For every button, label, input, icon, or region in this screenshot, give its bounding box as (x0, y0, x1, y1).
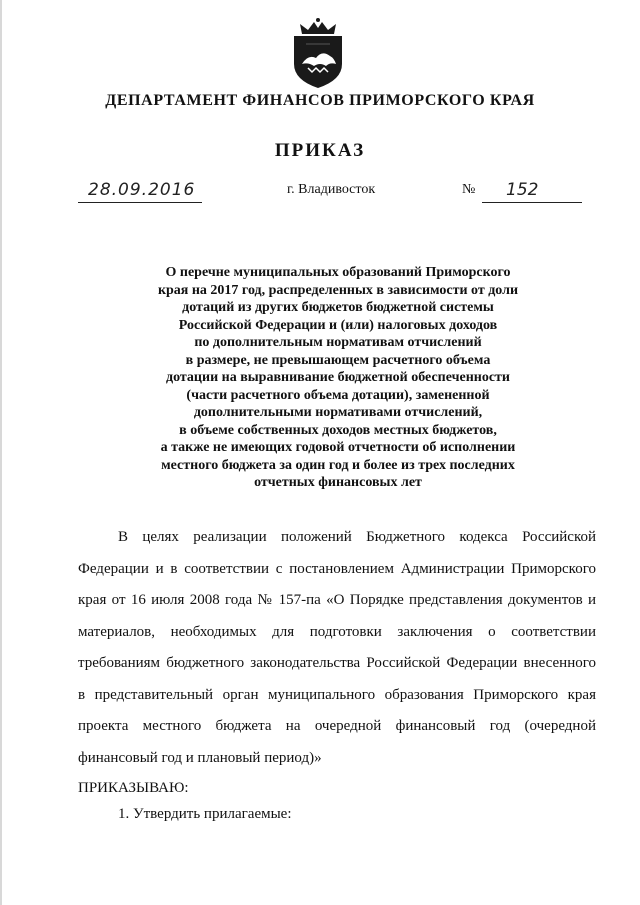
title-line: а также не имеющих годовой отчетности об исполнении (160, 440, 516, 455)
body-line: Федерации и в соответствии с постановлением Администрации Приморского (78, 560, 596, 577)
title-line: по дополнительным нормативам отчислений (194, 335, 482, 350)
preamble-paragraph (78, 522, 596, 774)
date-field (78, 178, 202, 203)
title-line: края на 2017 год, распределенных в зависимости от доли (157, 282, 519, 298)
body-line: края от 16 июля 2008 года № 157-па «О Порядке представления документов и (78, 592, 596, 608)
title-line: дотации на выравнивание бюджетной обеспеченности (165, 370, 510, 385)
city-label: г. Владивосток (287, 182, 376, 197)
title-line: О перечне муниципальных образований Приморского (165, 265, 511, 280)
scan-edge (0, 0, 2, 905)
title-line: Российской Федерации и (или) налоговых доходов (178, 317, 498, 333)
handwritten-number: 152 (506, 180, 539, 200)
department-name: ДЕПАРТАМЕНТ ФИНАНСОВ ПРИМОРСКОГО КРАЯ (105, 92, 535, 109)
number-label: № (462, 182, 476, 197)
coat-of-arms-icon (286, 14, 350, 90)
number-field (482, 178, 582, 203)
title-line: в объеме собственных доходов местных бюджетов, (179, 422, 497, 438)
body-line: В целях реализации положений Бюджетного кодекса Российской (118, 529, 596, 545)
order-item-1: 1. Утвердить прилагаемые: (118, 806, 292, 822)
title-line: местного бюджета за один год и более из трех последних (161, 457, 515, 473)
document-type: ПРИКАЗ (274, 140, 366, 161)
order-word: ПРИКАЗЫВАЮ: (78, 780, 189, 796)
document-title (118, 264, 558, 492)
body-line: требованиям бюджетного законодательства Российской Федерации внесенного (78, 655, 596, 671)
body-line: проекта местного бюджета на очередной финансовый год (очередной (78, 718, 596, 734)
body-line: материалов, необходимых для подготовки заключения о соответствии (78, 623, 596, 640)
body-line: финансовый год и плановый период)» (78, 749, 322, 766)
body-line: в представительный орган муниципального образования Приморского края (78, 686, 596, 703)
title-line: дополнительными нормативами отчислений, (193, 405, 483, 420)
handwritten-date: 28.09.2016 (88, 180, 196, 200)
title-line: дотаций из других бюджетов бюджетной системы (182, 300, 494, 315)
title-line: (части расчетного объема дотации), замененной (186, 387, 490, 403)
title-line: отчетных финансовых лет (254, 475, 422, 490)
title-line: в размере, не превышающем расчетного объема (185, 352, 491, 368)
